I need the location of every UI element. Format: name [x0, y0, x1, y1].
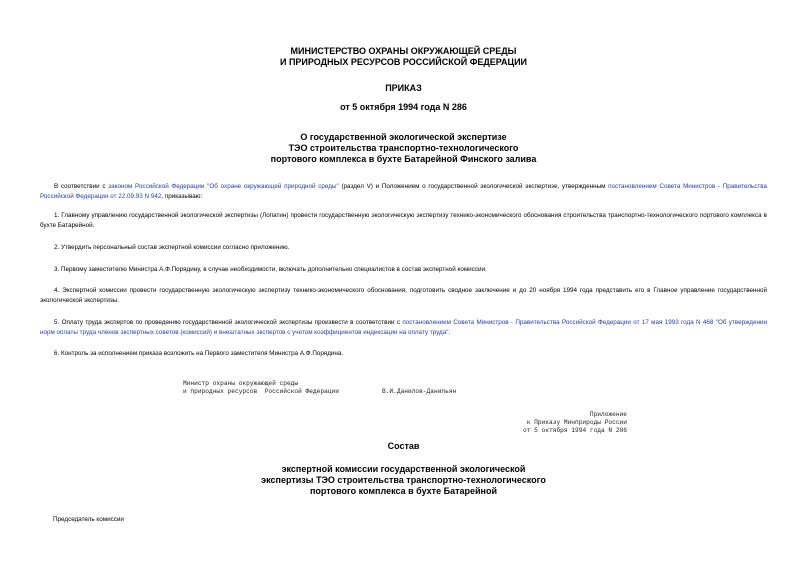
- preamble-text-1: В соответствии с: [54, 183, 109, 190]
- composition-line-1: экспертной комиссии государственной экологической: [281, 464, 526, 474]
- preamble-text-3: , приказываю:: [161, 193, 203, 200]
- signature-line-2: и природных ресурсов Российской Федерации: [183, 388, 339, 395]
- document-date: от 5 октября 1994 года N 286: [340, 102, 467, 112]
- item-5-end: .: [448, 329, 451, 336]
- appendix-line-3: от 5 октября 1994 года N 286: [523, 427, 627, 434]
- law-link[interactable]: законом Российской Федерации "Об охране окружающей природной среды": [108, 183, 339, 190]
- subject-line-1: О государственной экологической экспертизе: [300, 132, 507, 142]
- minister-name: В.И.Данилов-Данильян: [382, 388, 457, 395]
- document-type: ПРИКАЗ: [385, 83, 422, 93]
- order-item-1: 1. Главному управлению государственной экологической экспертизы (Лопатин) провести государственную экологическую экспертизу технико-экономического обоснования строительства транспортно-технологического портового комплекса в бухте Батарейной.: [40, 212, 767, 229]
- subject-line-2: ТЭО строительства транспортно-технологического: [288, 143, 519, 153]
- order-item-3: 3. Первому заместителю Министра А.Ф.Порядину, в случае необходимости, включать дополнительно специалистов в состав экспертной комиссии.: [54, 266, 487, 273]
- preamble-paragraph: [40, 182, 767, 202]
- order-item-6: 6. Контроль за исполнением приказа возложить на Первого заместителя Министра А.Ф.Порядина.: [54, 350, 344, 357]
- order-item-5: [40, 318, 767, 338]
- signature-line-1: Министр охраны окружающей среды: [183, 380, 299, 387]
- pay-resolution-link[interactable]: постановлением Совета Министров - Правительства Российской Федерации от 17 мая 1993 года N 468 "Об утверждении норм оплаты труда членов экспертных советов (комиссий) и внештатных экспертов с учетом коэффициентов индексации на оплату труда": [40, 319, 767, 336]
- order-item-4: 4. Экспертной комиссии провести государственную экологическую экспертизу технико-экономического обоснования, подготовить сводное заключение и до 20 ноября 1994 года представить его в Главное управление государственной экологической экспертизы.: [40, 287, 767, 304]
- order-item-2: 2. Утвердить персональный состав экспертной комиссии согласно приложению.: [54, 244, 290, 251]
- composition-title: Состав: [387, 441, 420, 451]
- resolution-link[interactable]: постановлением Совета Министров - Правительства Российской Федерации от 22.09.93 N 942: [40, 183, 767, 200]
- ministry-line-2: И ПРИРОДНЫХ РЕСУРСОВ РОССИЙСКОЙ ФЕДЕРАЦИИ: [279, 57, 528, 67]
- commission-chair-label: Председатель комиссии: [53, 516, 124, 523]
- appendix-line-2: к Приказу Минприроды России: [526, 419, 627, 426]
- appendix-line-1: Приложение: [589, 411, 627, 418]
- composition-line-2: экспертизы ТЭО строительства транспортно-технологического: [261, 475, 546, 485]
- item-5-text: 5. Оплату труда экспертов по проведению государственной экологической экспертизы произвести в соответствии с: [54, 319, 403, 326]
- subject-line-3: портового комплекса в бухте Батарейной Финского залива: [270, 154, 537, 164]
- ministry-line-1: МИНИСТЕРСТВО ОХРАНЫ ОКРУЖАЮЩЕЙ СРЕДЫ: [290, 46, 517, 56]
- composition-line-3: портового комплекса в бухте Батарейной: [309, 486, 497, 496]
- preamble-text-2: (раздел V) и Положением о государственной экологической экспертизе, утвержденным: [338, 183, 609, 190]
